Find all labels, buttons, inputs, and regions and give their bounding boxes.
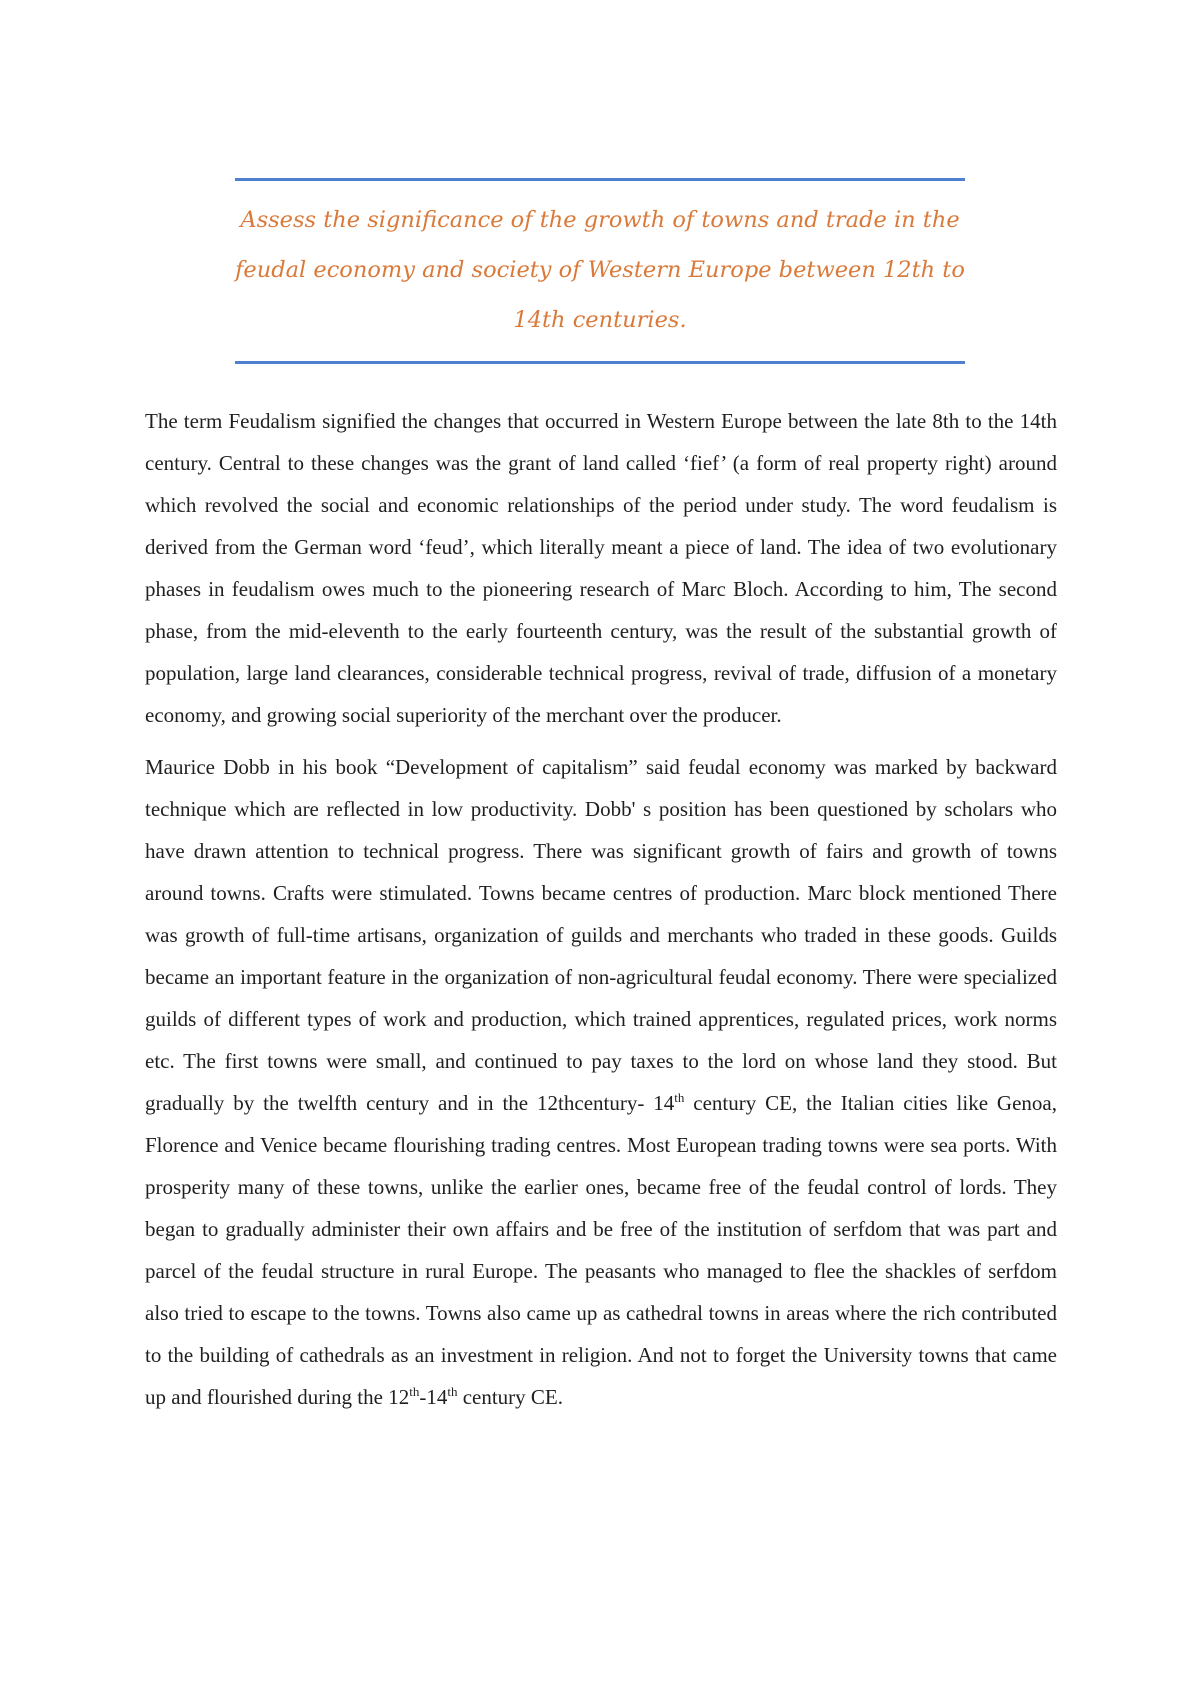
paragraph-2-text-2: century CE, the Italian cities like Genoa, Florence and Venice became flourishing trading centres. Most European trading towns were sea ports. With prosperity many of these towns, unlike the earlier ones, became free of the feudal control of lords. They began to gradually administer their own affairs and be free of the institution of serfdom that was part and parcel of the feudal structure in rural Europe. The peasants who managed to flee the shackles of serfdom also tried to escape to the towns. Towns also came up as cathedral towns in areas where the rich contributed to the building of cathedrals as an investment in religion. And not to forget the University towns that came up and flourished during the 12 (145, 1091, 1057, 1409)
title-block (235, 178, 965, 364)
paragraph-1: The term Feudalism signified the changes that occurred in Western Europe between the late 8th to the 14th century. Central to these changes was the grant of land called ‘fief’ (a form of real property right) around which revolved the social and economic relationships of the period under study. The word feudalism is derived from the German word ‘feud’, which literally meant a piece of land. The idea of two evolutionary phases in feudalism owes much to the pioneering research of Marc Bloch. According to him, The second phase, from the mid-eleventh to the early fourteenth century, was the result of the substantial growth of population, large land clearances, considerable technical progress, revival of trade, diffusion of a monetary economy, and growing social superiority of the merchant over the producer. (145, 409, 1057, 727)
paragraph-2-text-4: century CE. (457, 1385, 564, 1409)
paragraph-2-text-1: Maurice Dobb in his book “Development of capitalism” said feudal economy was marked by backward technique which are reflected in low productivity. Dobb' s position has been questioned by scholars who have drawn attention to technical progress. There was significant growth of fairs and growth of towns around towns. Crafts were stimulated. Towns became centres of production. Marc block mentioned There was growth of full-time artisans, organization of guilds and merchants who traded in these goods. Guilds became an important feature in the organization of non-agricultural feudal economy. There were specialized guilds of different types of work and production, which trained apprentices, regulated prices, work norms etc. The first towns were small, and continued to pay taxes to the lord on whose land they stood. But gradually by the twelfth century and in the 12thcentury- 14 (145, 755, 1057, 1115)
title-top-rule (235, 178, 965, 181)
superscript-th-1: th (674, 1090, 685, 1105)
essay-title: Assess the significance of the growth of towns and trade in the feudal economy and society of Western Europe between 12th to 14th centuries. (235, 207, 965, 333)
title-bottom-rule (235, 361, 965, 364)
essay-body (145, 400, 1057, 1428)
paragraph-2 (145, 746, 1057, 1418)
superscript-th-3: th (447, 1384, 458, 1399)
paragraph-2-text-3: -14 (419, 1385, 448, 1409)
superscript-th-2: th (409, 1384, 420, 1399)
